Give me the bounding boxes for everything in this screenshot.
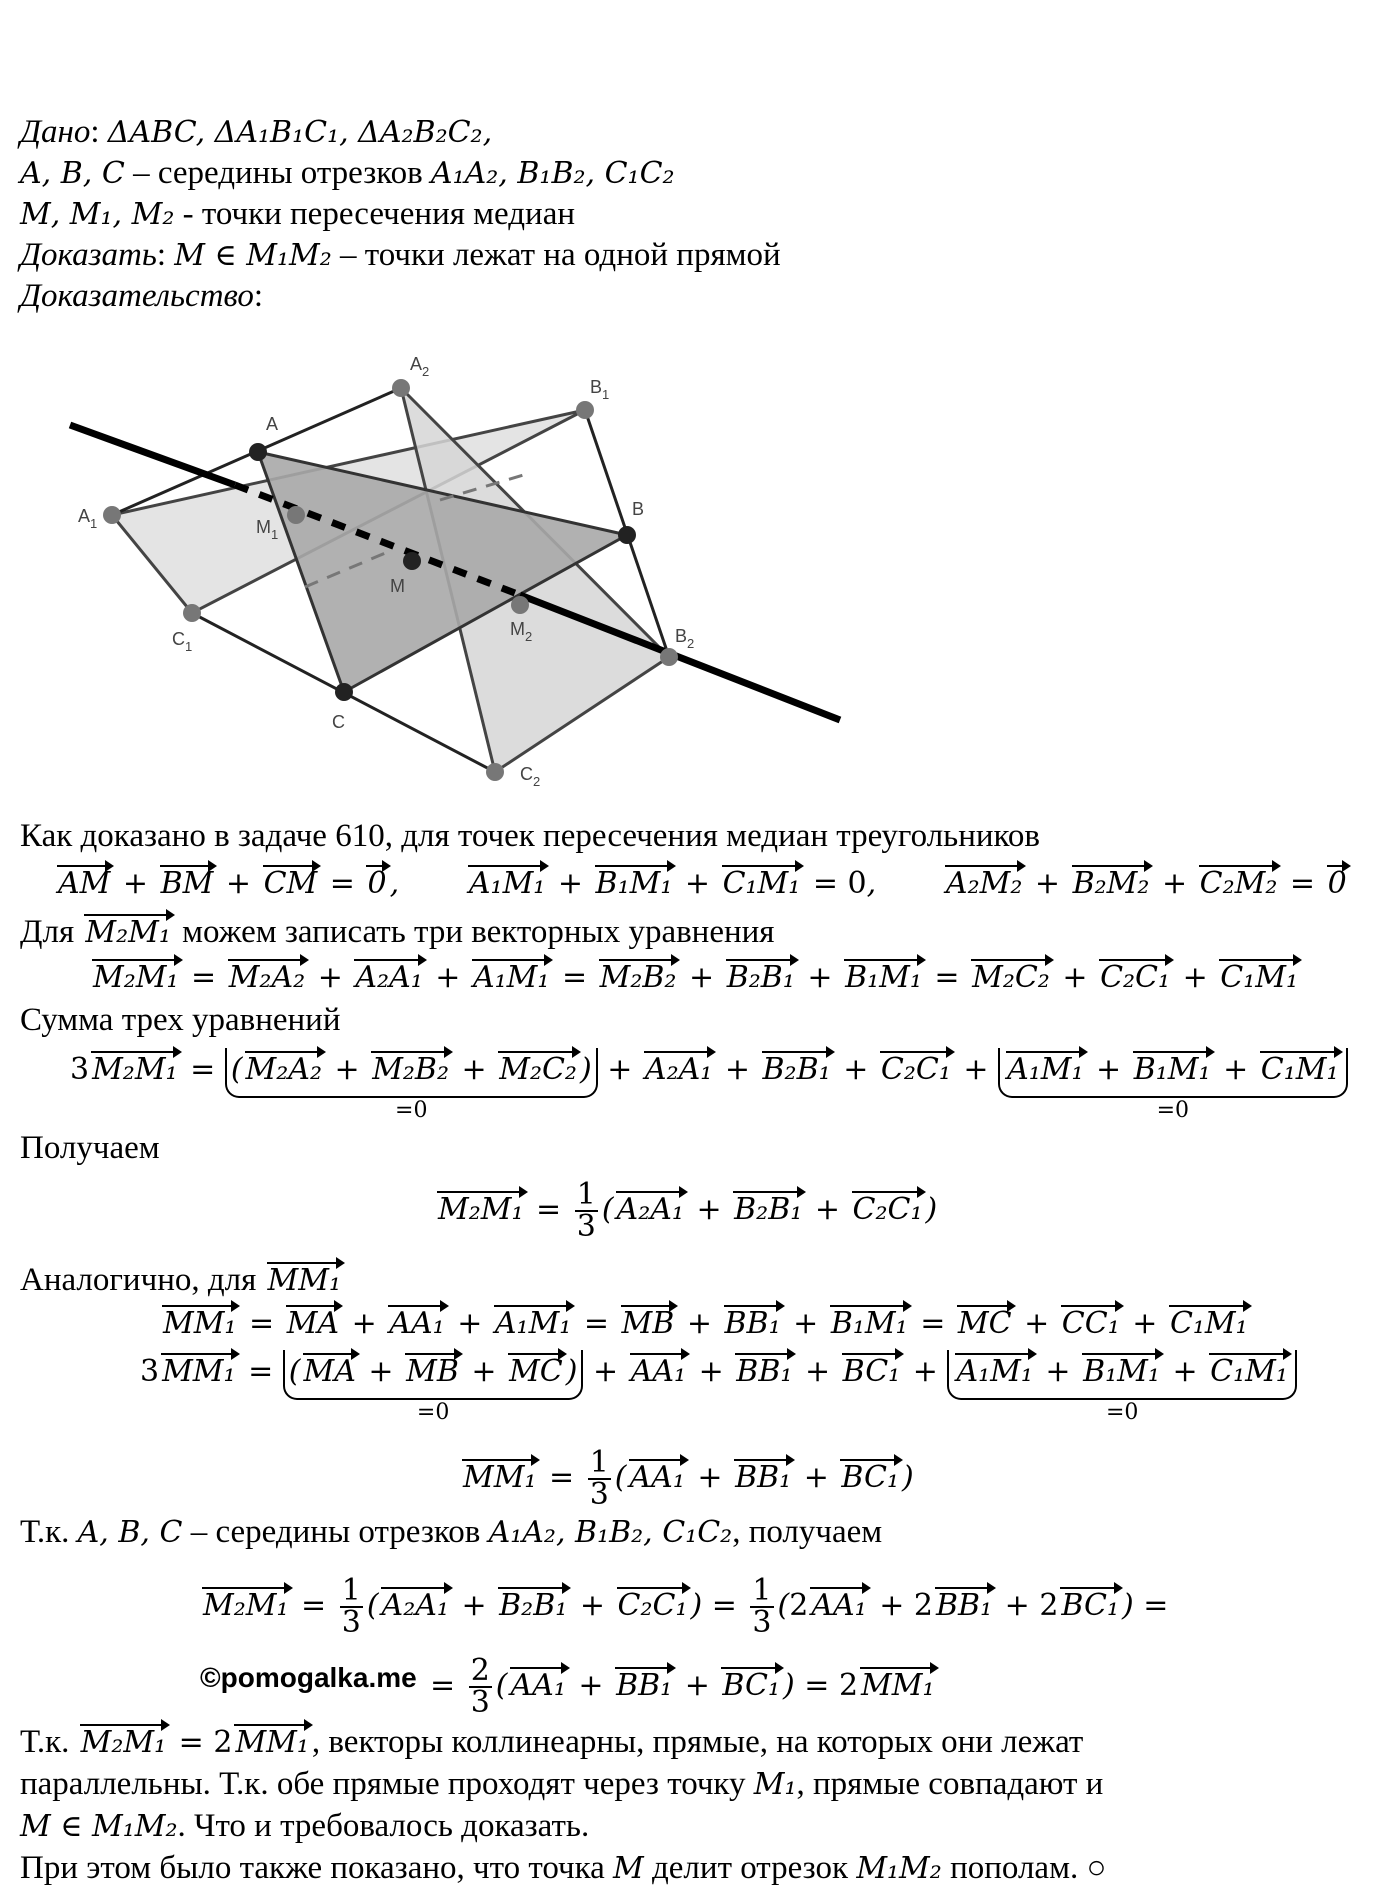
final-line: При этом было также показано, что точка M делит отрезок M₁M₂ пополам. ○ (20, 1850, 1107, 1886)
label-a: A (266, 414, 279, 434)
label-c1: $C_1$ (172, 629, 193, 654)
point-m (403, 552, 421, 570)
similarly-line: Аналогично, для MM₁ (20, 1262, 342, 1298)
m2m1-result: M₂M₁ = $\frac{1}{3}$ ( A₂A₁ + B₂B₁ + C₂C₁ ) (438, 1177, 938, 1244)
given-triangles: ΔABC, ΔA₁B₁C₁, ΔA₂B₂C₂, (107, 115, 493, 150)
conclusion-line-2: параллельны. Т.к. обе прямые проходят через точку M₁, прямые совпадают и (20, 1766, 1104, 1802)
mm1-equation: MM₁ = MA + AA₁ + A₁M₁ = MB + BB₁ + B₁M₁ = MC + CC₁ + C₁M₁ (163, 1306, 1248, 1341)
label-a2: $A_2$ (410, 355, 430, 379)
medians-line: M, M₁, M₂ - точки пересечения медиан (20, 196, 576, 232)
point-b2 (660, 648, 678, 666)
point-m1 (287, 506, 305, 524)
watermark: ©pomogalka.me (200, 1662, 417, 1693)
point-m2 (511, 596, 529, 614)
mm1-sum-equation: 3 MM₁ = ( MA + MB + MC ) =0 + AA₁ + BB₁ + BC₁ + A₁M₁ + B₁M₁ + C₁M₁ =0 (140, 1350, 1297, 1400)
conclusion-line-3: M ∈ M₁M₂. Что и требовалось доказать. (20, 1808, 590, 1844)
label-m: M (390, 576, 405, 596)
point-b (618, 526, 636, 544)
label-m2: $M_2$ (510, 619, 533, 644)
three-vector-equations: M₂M₁ = M₂A₂ + A₂A₁ + A₁M₁ = M₂B₂ + B₂B₁ + B₁M₁ = M₂C₂ + C₂C₁ + C₁M₁ (93, 960, 1298, 995)
sum-three-line: Сумма трех уравнений (20, 1002, 341, 1038)
line-m1m2-left (70, 425, 235, 485)
prove-line: Доказать: M ∈ M₁M₂ – точки лежат на одной прямой (20, 237, 781, 273)
point-a2 (392, 379, 410, 397)
as-proved-line: Как доказано в задаче 610, для точек пересечения медиан треугольников (20, 818, 1040, 854)
point-c1 (183, 604, 201, 622)
point-b1 (576, 401, 594, 419)
conclusion-line-1: Т.к. M₂M₁ = 2 MM₁, векторы коллинеарны, прямые, на которых они лежат (20, 1724, 1084, 1760)
final-derivation-1: M₂M₁ = $\frac{1}{3}$ ( A₂A₁ + B₂B₁ + C₂C₁ ) = $\frac{1}{3}$ (2 AA₁ + 2 BB₁ + 2 BC₁ ) = (203, 1573, 1169, 1640)
label-a1: $A_1$ (78, 506, 98, 531)
sum-equation: 3 M₂M₁ = ( M₂A₂ + M₂B₂ + M₂C₂ ) =0 + A₂A₁ + B₂B₁ + C₂C₁ + A₁M₁ + B₁M₁ + C₁M₁ =0 (70, 1048, 1348, 1098)
we-get-line: Получаем (20, 1130, 160, 1166)
median-sum-equations: AM + BM + CM = 0 , A₁M₁ + B₁M₁ + C₁M₁ = 0, A₂M₂ + B₂M₂ + C₂M₂ = 0 (58, 866, 1347, 901)
mm1-result: MM₁ = $\frac{1}{3}$ ( AA₁ + BB₁ + BC₁ ) (463, 1445, 914, 1512)
point-c (335, 683, 353, 701)
label-c2: $C_2$ (520, 764, 541, 789)
given-line: Дано: ΔABC, ΔA₁B₁C₁, ΔA₂B₂C₂, (20, 114, 493, 150)
midpoints-line: A, B, C – середины отрезков A₁A₂, B₁B₂, C₁C₂ (20, 155, 675, 191)
label-m1: $M_1$ (256, 517, 279, 542)
label-b: B (632, 499, 645, 519)
point-a (249, 443, 267, 461)
final-derivation-2: = $\frac{2}{3}$ ( AA₁ + BB₁ + BC₁ ) = 2 MM₁ (430, 1653, 935, 1720)
label-c: C (332, 712, 345, 732)
point-c2 (486, 763, 504, 781)
label-b2: $B_2$ (675, 626, 695, 651)
for-m2m1-line: Для M₂M₁ можем записать три векторных уравнения (20, 914, 775, 950)
since-midpoints-line: Т.к. A, B, C – середины отрезков A₁A₂, B₁B₂, C₁C₂, получаем (20, 1514, 883, 1550)
geometry-figure (60, 355, 860, 795)
point-a1 (103, 506, 121, 524)
proof-label: Доказательство (20, 278, 254, 314)
proof-label-line: Доказательство: (20, 278, 264, 314)
label-b1: $B_1$ (590, 377, 610, 402)
given-label: Дано (20, 114, 91, 150)
